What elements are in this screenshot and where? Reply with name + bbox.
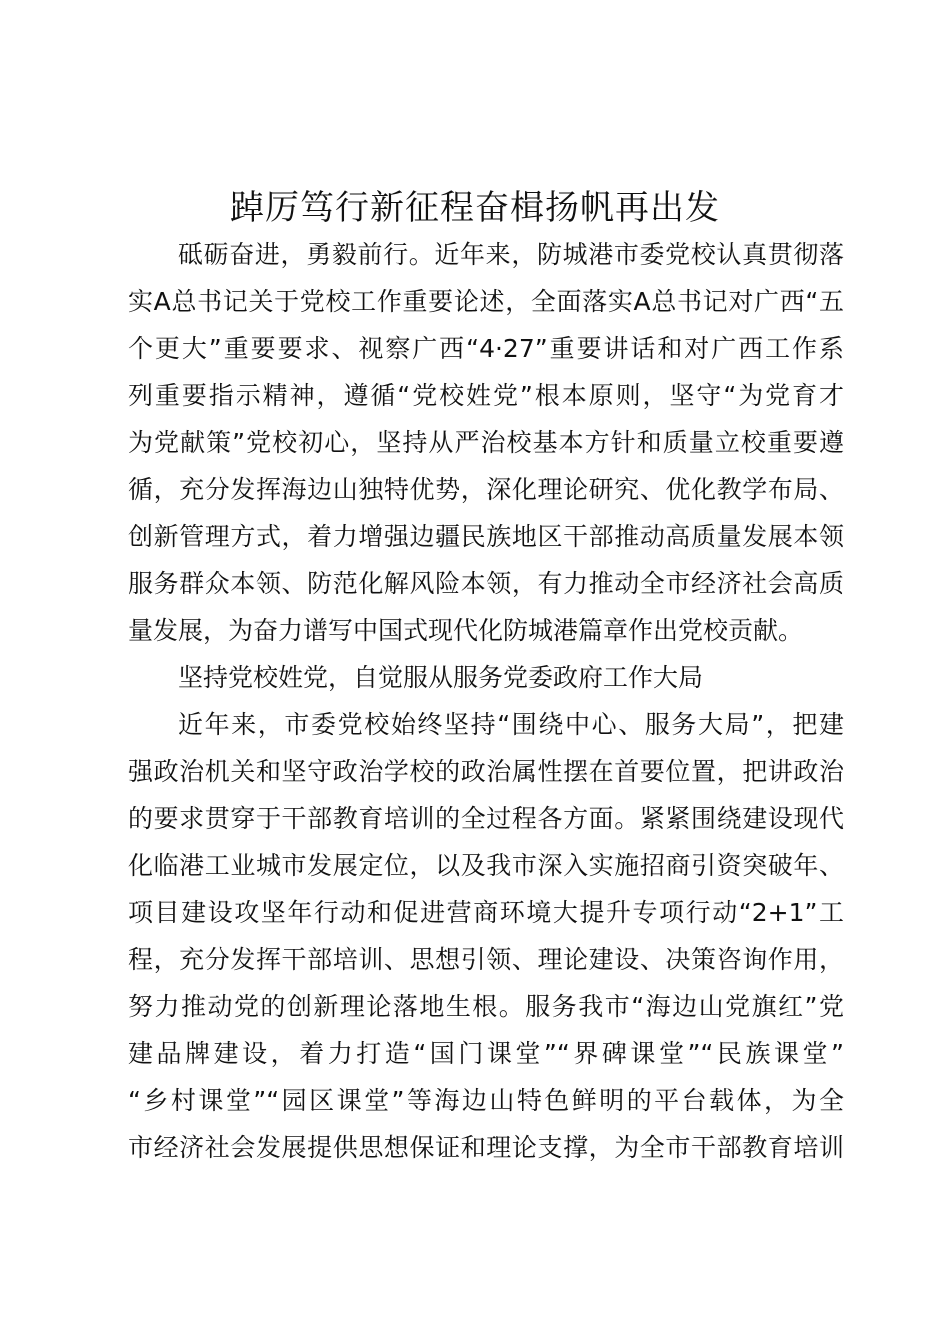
- paragraph-line: 列重要指示精神，遵循“党校姓党”根本原则，坚守“为党育才: [128, 381, 844, 410]
- paragraph-line: 循，充分发挥海边山独特优势，深化理论研究、优化教学布局、: [128, 475, 844, 504]
- document-body: [128, 231, 844, 1171]
- paragraph-line: “乡村课堂”“园区课堂”等海边山特色鲜明的平台载体，为全: [128, 1086, 844, 1115]
- paragraph-line: 砥砺奋进，勇毅前行。近年来，防城港市委党校认真贯彻落: [178, 240, 844, 269]
- paragraph-line: 量发展，为奋力谱写中国式现代化防城港篇章作出党校贡献。: [128, 616, 804, 645]
- paragraph-line: 化临港工业城市发展定位，以及我市深入实施招商引资突破年、: [128, 851, 844, 880]
- document-title: 踔厉笃行新征程奋楫扬帆再出发: [230, 188, 720, 228]
- paragraph-line: 创新管理方式，着力增强边疆民族地区干部推动高质量发展本领: [128, 522, 844, 551]
- paragraph-line: 市经济社会发展提供思想保证和理论支撑，为全市干部教育培训: [128, 1133, 844, 1162]
- paragraph-line: 项目建设攻坚年行动和促进营商环境大提升专项行动“2+1”工: [128, 898, 844, 927]
- paragraph-line: 程，充分发挥干部培训、思想引领、理论建设、决策咨询作用，: [128, 945, 844, 974]
- paragraph-line: 个更大”重要要求、视察广西“4·27”重要讲话和对广西工作系: [128, 334, 844, 363]
- paragraph-line: 为党献策”党校初心，坚持从严治校基本方针和质量立校重要遵: [128, 428, 844, 457]
- paragraph-line: 建品牌建设，着力打造“国门课堂”“界碑课堂”“民族课堂”: [128, 1039, 844, 1068]
- paragraph-line: 努力推动党的创新理论落地生根。服务我市“海边山党旗红”党: [128, 992, 844, 1021]
- paragraph-line: 的要求贯穿于干部教育培训的全过程各方面。紧紧围绕建设现代: [128, 804, 844, 833]
- paragraph-line: 实A总书记关于党校工作重要论述，全面落实A总书记对广西“五: [128, 287, 844, 316]
- paragraph-line: 近年来，市委党校始终坚持“围绕中心、服务大局”，把建: [178, 710, 844, 739]
- paragraph-line: 强政治机关和坚守政治学校的政治属性摆在首要位置，把讲政治: [128, 757, 844, 786]
- paragraph-line: 服务群众本领、防范化解风险本领，有力推动全市经济社会高质: [128, 569, 844, 598]
- section-heading: 坚持党校姓党，自觉服从服务党委政府工作大局: [178, 663, 704, 692]
